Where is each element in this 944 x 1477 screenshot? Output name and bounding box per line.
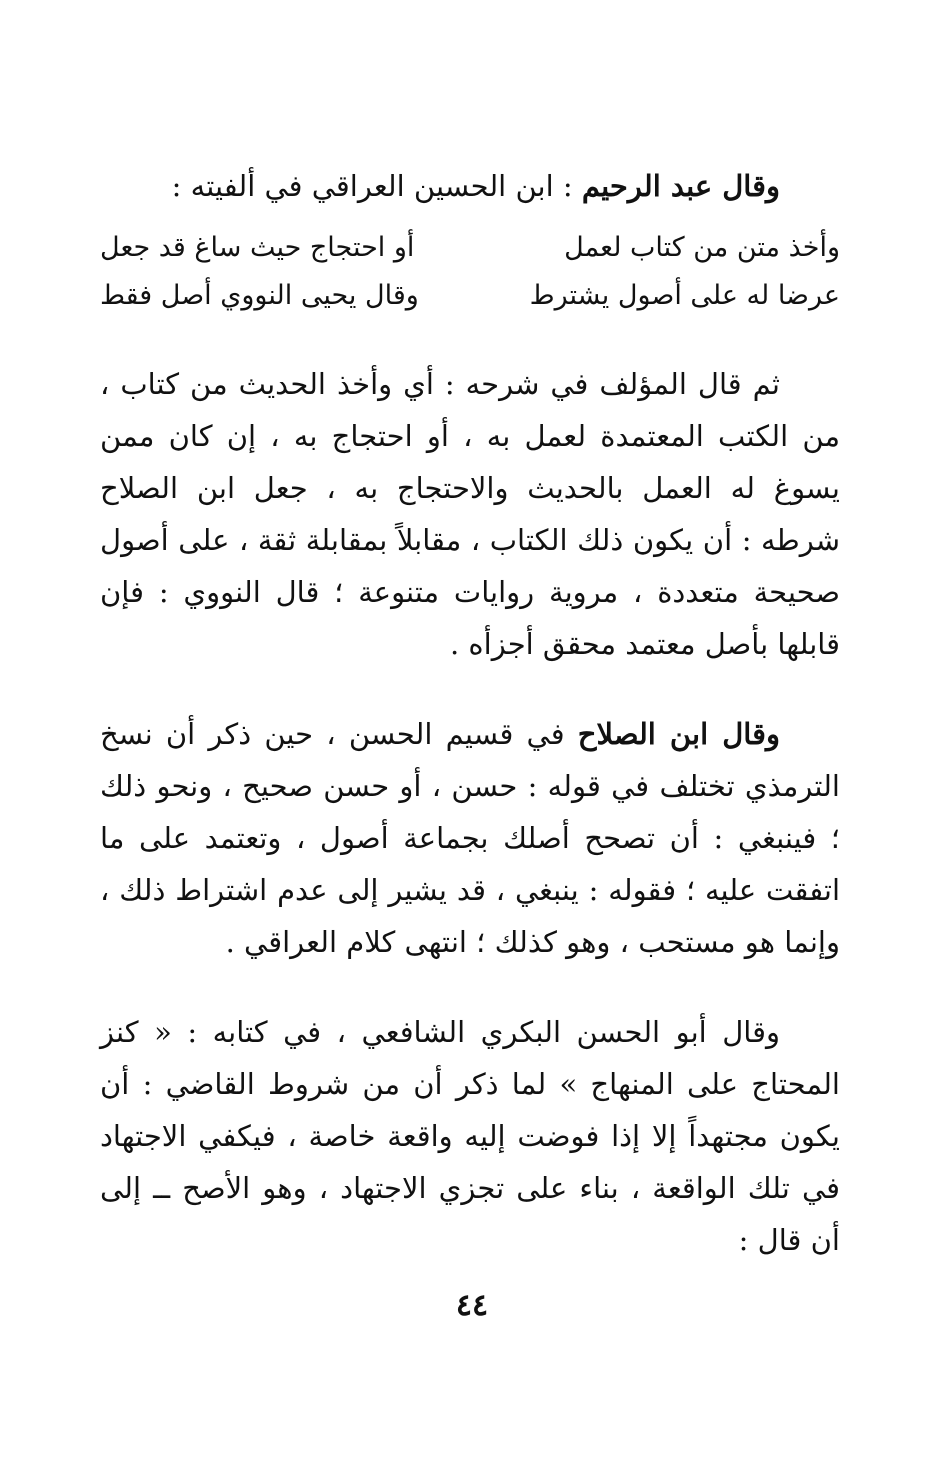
document-page [100, 150, 840, 1295]
verse-row [100, 224, 840, 272]
verse-first-hemistich: عرضا له على أصول يشترط [529, 280, 840, 311]
paragraph-bakri: وقال أبو الحسن البكري الشافعي ، في كتابه : « كنز المحتاج على المنهاج » لما ذكر أن من شروط القاضي : أن يكون مجتهداً إلا إذا فوضت إليه واقعة خاصة ، فيكفي الاجتهاد في تلك الواقعة ، بناء على تجزي الاجتهاد ، وهو الأصح ــ إلى أن قال : [100, 1015, 840, 1257]
paragraph-ibn-salah [100, 708, 840, 968]
intro-line [100, 166, 780, 206]
intro-rest: : ابن الحسين العراقي في ألفيته : [171, 169, 582, 203]
intro-speaker: وقال عبد الرحيم [581, 169, 780, 203]
poem-verses [100, 224, 840, 320]
page-number: ٤٤ [455, 1288, 489, 1323]
verse-row [100, 272, 840, 320]
verse-second-hemistich: وقال يحيى النووي أصل فقط [100, 280, 419, 311]
paragraph-speaker: وقال ابن الصلاح [577, 717, 780, 751]
verse-first-hemistich: وأخذ متن من كتاب لعمل [564, 232, 840, 263]
verse-second-hemistich: أو احتجاج حيث ساغ قد جعل [100, 232, 415, 263]
paragraph-commentary: ثم قال المؤلف في شرحه : أي وأخذ الحديث من كتاب ، من الكتب المعتمدة لعمل به ، أو احتجاج به ، إن كان ممن يسوغ له العمل بالحديث والاحتجاج به ، جعل ابن الصلاح شرطه : أن يكون ذلك الكتاب ، مقابلاً بمقابلة ثقة ، على أصول صحيحة متعددة ، مروية روايات متنوعة ؛ قال النووي : فإن قابلها بأصل معتمد محقق أجزأه . [100, 367, 840, 661]
paragraph-text: في قسيم الحسن ، حين ذكر أن نسخ الترمذي تختلف في قوله : حسن ، أو حسن صحيح ، ونحو ذلك ؛ فينبغي : أن تصحح أصلك بجماعة أصول ، وتعتمد على ما اتفقت عليه ؛ فقوله : ينبغي ، قد يشير إلى عدم اشتراط ذلك ، وإنما هو مستحب ، وهو كذلك ؛ انتهى كلام العراقي . [100, 717, 840, 959]
